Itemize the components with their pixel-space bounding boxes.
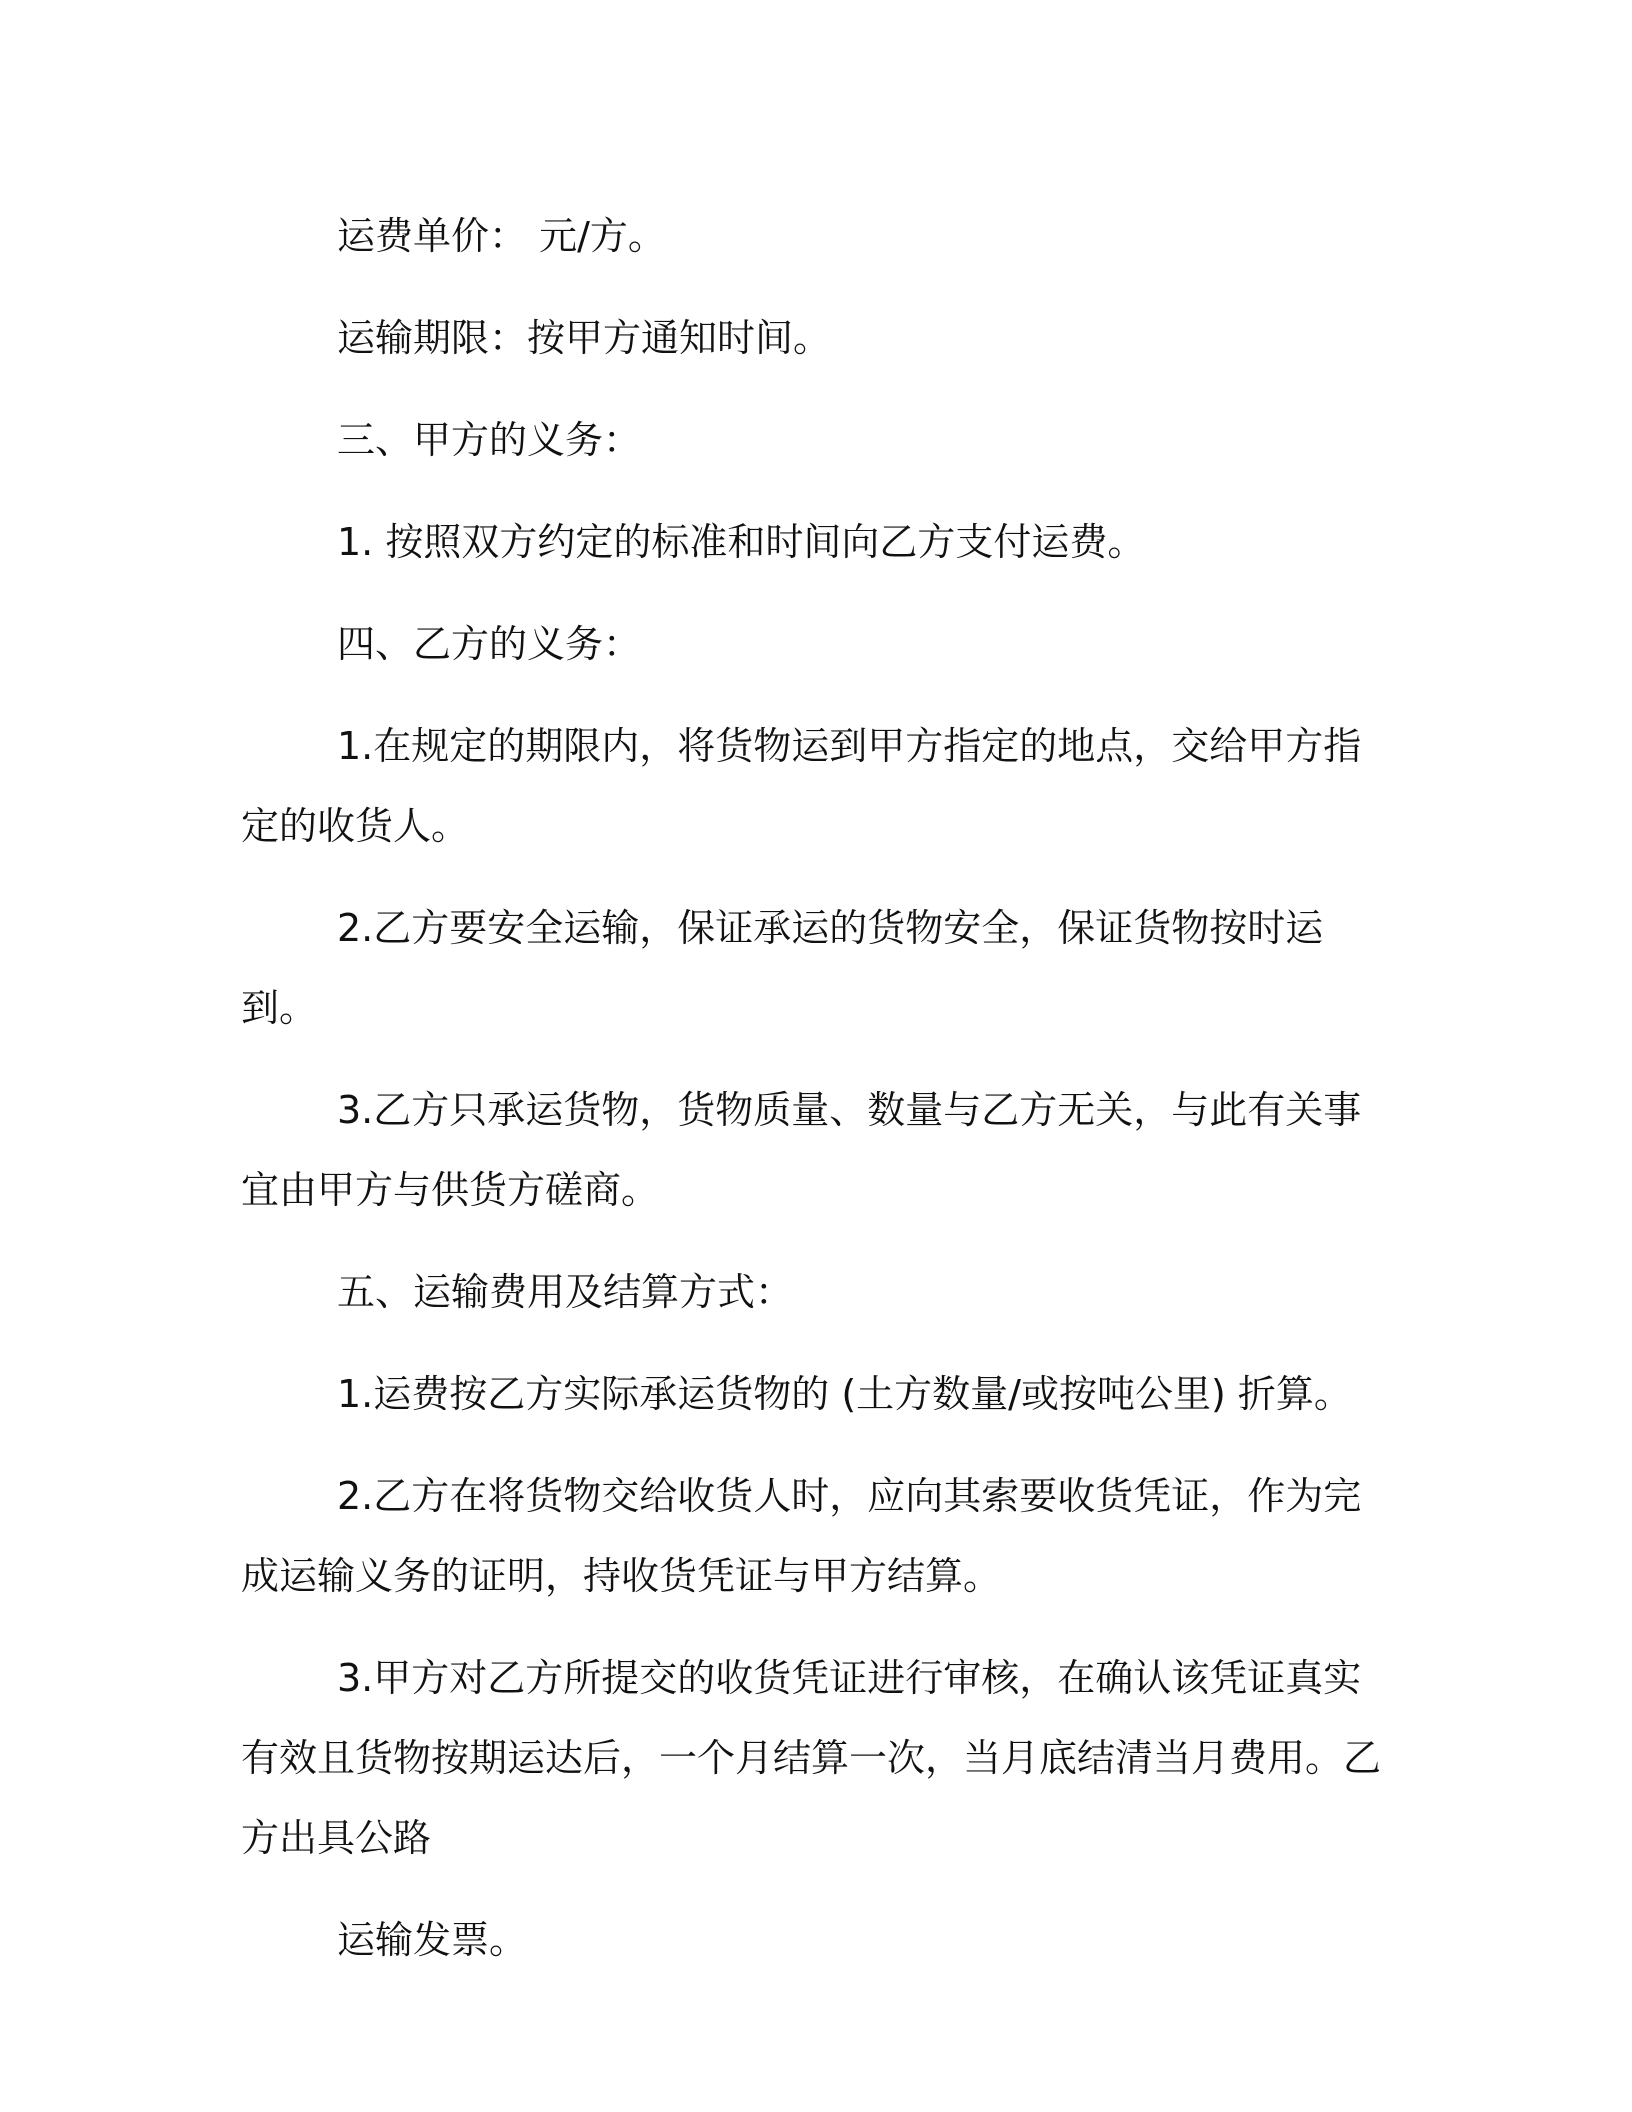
paragraph-party-a-item-1: 1. 按照双方约定的标准和时间向乙方支付运费。 xyxy=(337,520,1146,564)
paragraph-settlement-item-3: 3.甲方对乙方所提交的收货凭证进行审核，在确认该凭证真实有效且货物按期运达后，一个月结算一次，当月底结清当月费用。乙方出具公路 xyxy=(241,1656,1382,1860)
paragraph-party-b-item-1: 1.在规定的期限内，将货物运到甲方指定的地点，交给甲方指定的收货人。 xyxy=(241,724,1362,848)
contract-body xyxy=(241,196,1391,2002)
paragraph-invoice: 运输发票。 xyxy=(337,1918,528,1962)
paragraph-freight-unit-price: 运费单价： 元/方。 xyxy=(337,214,666,258)
paragraph-party-b-item-3: 3.乙方只承运货物，货物质量、数量与乙方无关，与此有关事宜由甲方与供货方磋商。 xyxy=(241,1088,1362,1212)
paragraph-party-b-item-2: 2.乙方要安全运输，保证承运的货物安全，保证货物按时运到。 xyxy=(241,906,1324,1030)
paragraph-transport-period: 运输期限：按甲方通知时间。 xyxy=(337,316,832,360)
paragraph-settlement-item-2: 2.乙方在将货物交给收货人时，应向其索要收货凭证，作为完成运输义务的证明，持收货凭证与甲方结算。 xyxy=(241,1474,1362,1598)
heading-party-b-obligations: 四、乙方的义务： xyxy=(337,622,642,666)
heading-party-a-obligations: 三、甲方的义务： xyxy=(337,418,642,462)
heading-fees-and-settlement: 五、运输费用及结算方式： xyxy=(337,1270,794,1314)
paragraph-settlement-item-1: 1.运费按乙方实际承运货物的 (土方数量/或按吨公里) 折算。 xyxy=(337,1372,1352,1416)
